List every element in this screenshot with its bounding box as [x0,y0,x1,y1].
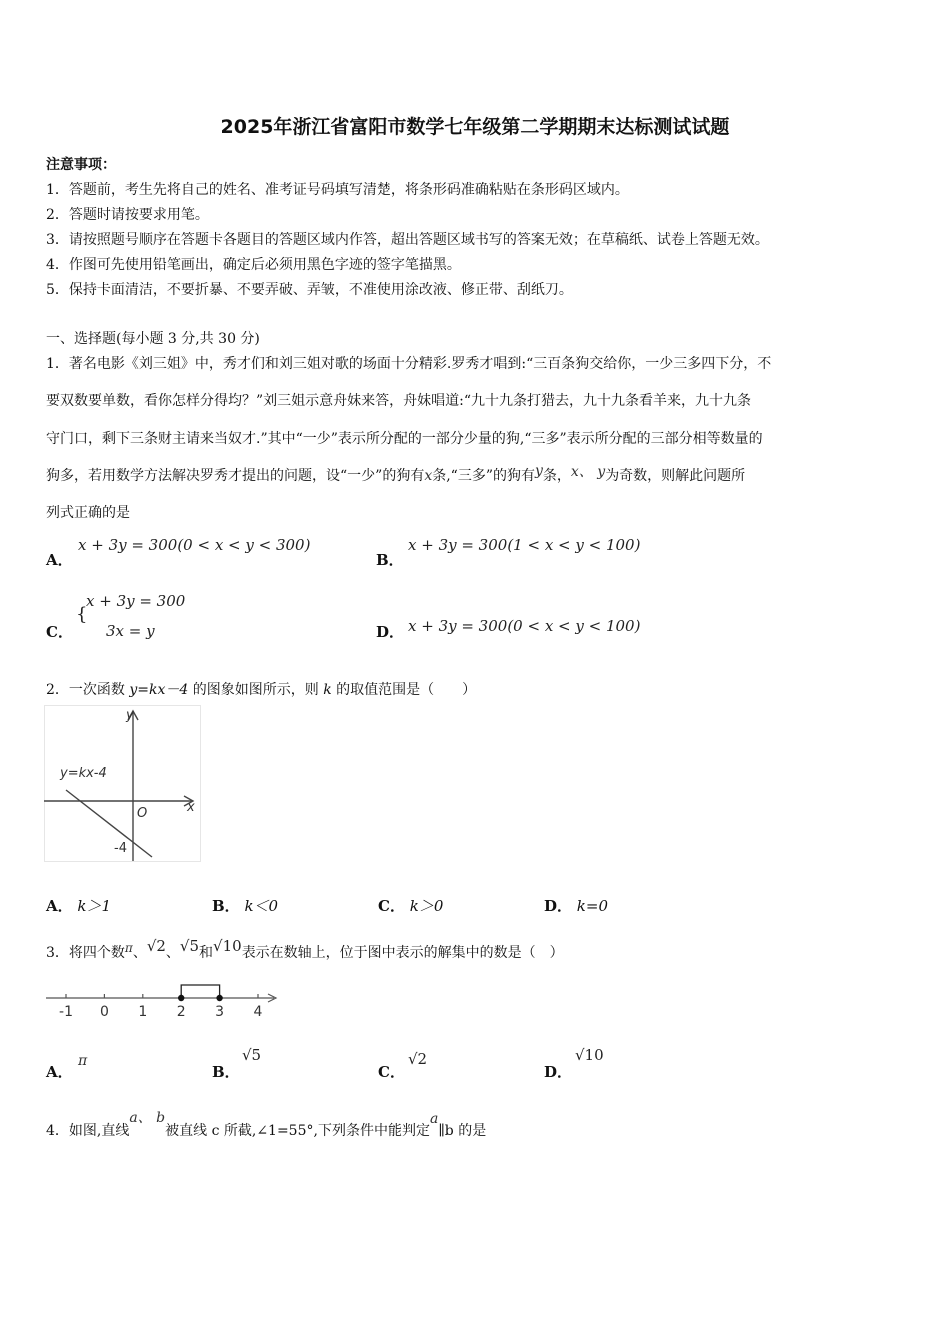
notice-item: 5．保持卡面清洁，不要折暴、不要弄破、弄皱，不准使用涂改液、修正带、刮纸刀。 [46,282,573,298]
option-b-expr: x + 3y = 300(1 < x < y < 100) [408,536,641,554]
option-a-label: A． [46,551,73,569]
notice-item: 1．答题前，考生先将自己的姓名、准考证号码填写清楚，将条形码准确粘贴在条形码区域内。 [46,182,629,198]
interval-endpoint [178,995,184,1001]
q3-stem [46,937,564,962]
q3-number-line [44,982,284,1022]
option-text: k=0 [576,897,608,915]
option-c-expr1: x + 3y = 300 [86,592,186,610]
interval-group [178,985,223,1001]
origin-label: O [137,806,148,821]
q3-option-a-label: A． [46,1063,73,1081]
tick-label: 1 [138,1004,148,1020]
math-a: a [429,1111,439,1127]
equation-label: y=kx-4 [60,766,107,781]
q2-text: 的图象如图所示，则 [188,682,324,698]
math-xy: x、 y [570,464,606,480]
intercept-label: -4 [114,841,127,856]
q3-option-c-text: √2 [408,1050,428,1068]
notice-item: 2．答题时请按要求用笔。 [46,207,209,223]
option-c-label: C． [46,623,73,641]
interval-bracket [181,985,219,998]
notice-item: 4．作图可先使用铅笔画出，确定后必须用黑色字迹的签字笔描黑。 [46,257,461,273]
section-heading: 一、选择题(每小题 3 分,共 30 分) [46,331,260,347]
option-d-label: D． [376,623,405,641]
tick-label: 4 [253,1004,263,1020]
q1-line [46,465,745,485]
q3-option-b-text: √5 [242,1046,262,1064]
q1-text: 狗多，若用数学方法解决罗秀才提出的问题，设“一少”的狗有 [46,468,425,484]
option-label: B． [212,897,240,915]
option-label: C． [378,897,405,915]
q3-text: 、 [165,945,180,961]
math-ab: a、 b [129,1110,166,1126]
math-pi: π [124,941,133,955]
interval-endpoint [216,995,222,1001]
option-b-label: B． [376,551,404,569]
q2-option-d [544,895,608,916]
option-c-expr2: 3x = y [106,622,155,640]
q3-option-c-label: C． [378,1063,405,1081]
option-text: k＞0 [409,897,444,915]
q2-fn: y=kx－4 [129,682,189,698]
math-sqrt2: √2 [146,937,166,955]
option-label: A． [46,897,73,915]
math-y: y [535,463,543,479]
notice-heading: 注意事项： [46,157,116,173]
q1-line: 1．著名电影《刘三姐》中，秀才们和刘三姐对歌的场面十分精彩.罗秀才唱到:“三百条狗交给你，一少三多四下分，不 [46,356,772,372]
q2-stem [46,679,476,699]
q4-text: 被直线 c 所截,∠1=55°,下列条件中能判定 [165,1123,430,1139]
q2-text: 2．一次函数 [46,682,130,698]
math-sqrt10: √10 [213,937,242,955]
option-d-expr: x + 3y = 300(0 < x < y < 100) [408,617,641,635]
q3-text: 和 [199,945,214,961]
page-title: 2025年浙江省富阳市数学七年级第二学期期末达标测试试题 [220,116,730,138]
x-axis-label: x [187,800,195,815]
tick-label: 2 [176,1004,186,1020]
q3-option-d-text: √10 [575,1046,604,1064]
q3-option-a-text: π [78,1053,88,1069]
q4-text: ∥b 的是 [438,1123,487,1139]
brace-symbol: { [76,604,88,625]
q1-text: 条,“三多”的狗有 [432,468,535,484]
option-text: k＜0 [244,897,279,915]
tick-label: 3 [215,1004,225,1020]
q2-option-c [378,895,443,916]
q3-text: 3．将四个数 [46,945,125,961]
q2-graph [44,705,204,863]
tick-label: -1 [59,1004,73,1020]
q1-line: 列式正确的是 [46,505,130,521]
q1-line: 守门口，剩下三条财主请来当奴才.”其中“一少”表示所分配的一部分少量的狗,“三多”表示所分配的三部分相等数量的 [46,431,763,447]
notice-item: 3．请按照题号顺序在答题卡各题目的答题区域内作答，超出答题区域书写的答案无效；在草稿纸、试卷上答题无效。 [46,232,769,248]
q3-option-d-label: D． [544,1063,573,1081]
q1-line: 要双数要单数，看你怎样分得均？”刘三姐示意舟妹来答，舟妹唱道:“九十九条打猎去，九十九条看羊来，九十九条 [46,393,752,409]
q4-text: 4．如图,直线 [46,1123,130,1139]
math-x: x [424,468,433,484]
option-a-expr: x + 3y = 300(0 < x < y < 300) [78,536,311,554]
q1-text: 为奇数，则解此问题所 [605,468,746,484]
q3-text: 、 [132,945,147,961]
option-label: D． [544,897,573,915]
q1-text: 条， [542,468,571,484]
q2-option-b [212,895,278,916]
q2-option-a [46,895,111,916]
q2-text: 的取值范围是（ ） [331,682,477,698]
q3-text: 表示在数轴上，位于图中表示的解集中的数是（ ） [241,945,564,961]
tick-label: 0 [99,1004,109,1020]
math-sqrt5: √5 [179,937,200,955]
option-text: k＞1 [77,897,112,915]
y-axis-label: y [126,708,134,723]
q4-stem [46,1110,487,1140]
graph-frame [45,706,201,862]
q2-k: k [323,682,332,698]
q3-option-b-label: B． [212,1063,240,1081]
